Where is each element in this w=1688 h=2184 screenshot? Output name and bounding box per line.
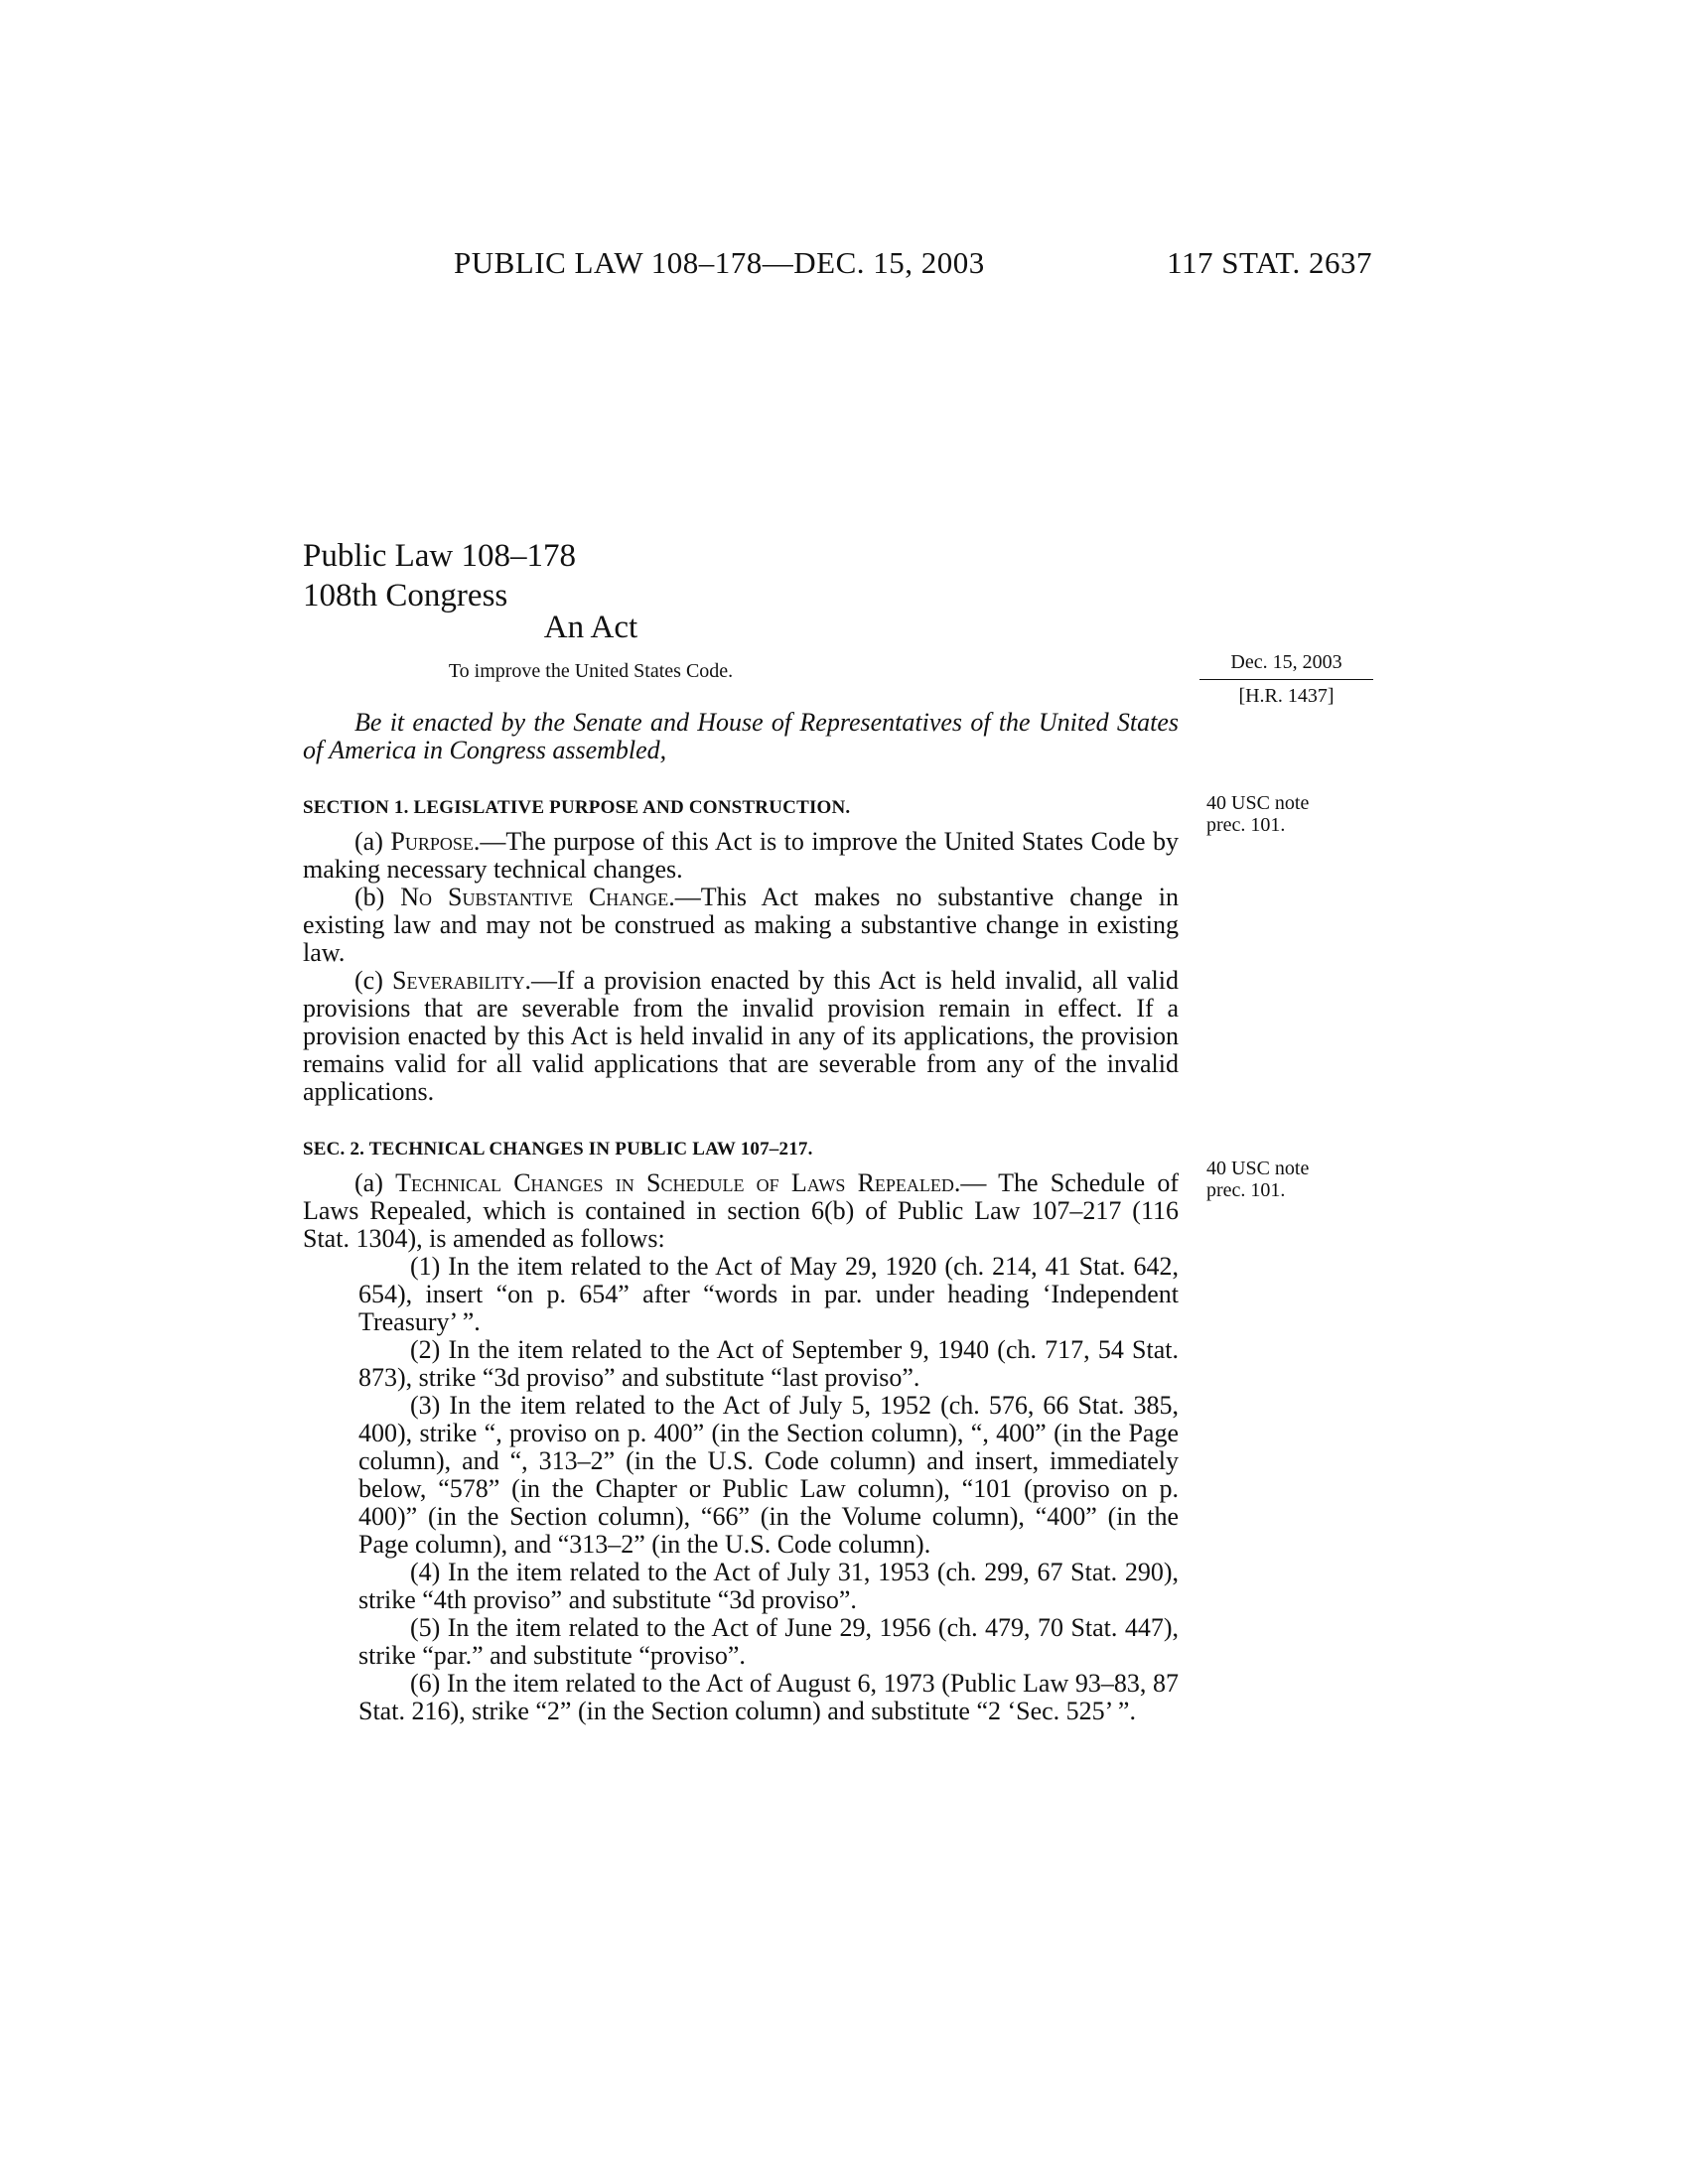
amendment-item: (4) In the item related to the Act of July 31, 1953 (ch. 299, 67 Stat. 290), strike “4th proviso” and substitute “3d proviso”. [358,1558,1179,1614]
section-1-subsection-b: (b) No Substantive Change.—This Act makes no substantive change in existing law and may not be construed as making a substantive change in existing law. [303,883,1179,967]
bill-number: [H.R. 1437] [1238,685,1335,707]
amendment-item: (3) In the item related to the Act of July 5, 1952 (ch. 576, 66 Stat. 385, 400), strike “, proviso on p. 400” (in the Section column), “, 400” (in the Page column), and “, 313–2” (in the U.S. Code column) and insert, immediately below, “578” (in the Chapter or Public Law column), “101 (proviso on p. 400)” (in the Section column), “66” (in the Volume column), “400” (in the Page column), and “313–2” (in the U.S. Code column). [358,1391,1179,1559]
margin-rule [1199,679,1373,680]
section-2-subsection-a: (a) Technical Changes in Schedule of Laws Repealed.— The Schedule of Laws Repealed, which is contained in section 6(b) of Public Law 107–217 (116 Stat. 1304), is amended as follows: [303,1168,1179,1253]
act-heading: An Act [543,610,638,645]
margin-note-line: 40 USC note [1206,792,1310,814]
margin-note-section-1 [1206,792,1309,836]
section-1-subsection-a: (a) Purpose.—The purpose of this Act is to improve the United States Code by making necessary technical changes. [303,827,1180,884]
amendment-item: (5) In the item related to the Act of June 29, 1956 (ch. 479, 70 Stat. 447), strike “par.” and substitute “proviso”. [358,1613,1179,1670]
margin-note-line: prec. 101. [1206,1179,1286,1201]
act-description: To improve the United States Code. [448,660,734,682]
enactment-date: Dec. 15, 2003 [1230,651,1342,673]
congress-number: 108th Congress [303,578,508,614]
law-body [303,709,1179,1725]
header-stat-page: 117 STAT. 2637 [1167,245,1372,280]
amendment-item: (6) In the item related to the Act of August 6, 1973 (Public Law 93–83, 87 Stat. 216), strike “2” (in the Section column) and substitute “2 ‘Sec. 525’ ”. [358,1669,1179,1725]
amendment-item: (1) In the item related to the Act of May 29, 1920 (ch. 214, 41 Stat. 642, 654), insert “on p. 654” after “words in par. under heading ‘Independent Treasury’ ”. [358,1252,1179,1336]
margin-note-line: prec. 101. [1206,814,1286,836]
margin-note-line: 40 USC note [1206,1158,1310,1179]
section-1-subsection-c: (c) Severability.—If a provision enacted by this Act is held invalid, all valid provisions that are severable from the invalid provision remain in effect. If a provision enacted by this Act is held invalid in any of its applications, the provision remains valid for all valid applications that are severable from any of the invalid applications. [303,966,1179,1106]
section-1-heading: SECTION 1. LEGISLATIVE PURPOSE AND CONSTRUCTION. [303,797,851,818]
margin-note-section-2 [1206,1158,1309,1201]
header-citation: PUBLIC LAW 108–178—DEC. 15, 2003 [454,245,985,280]
section-2-heading: SEC. 2. TECHNICAL CHANGES IN PUBLIC LAW 107–217. [303,1139,813,1160]
margin-date-note [1199,649,1373,709]
amendment-item: (2) In the item related to the Act of September 9, 1940 (ch. 717, 54 Stat. 873), strike “3d proviso” and substitute “last proviso”. [358,1335,1179,1392]
enacting-clause: Be it enacted by the Senate and House of Representatives of the United States of America in Congress assembled, [303,708,1179,764]
public-law-number: Public Law 108–178 [303,538,576,574]
law-title [303,536,576,615]
